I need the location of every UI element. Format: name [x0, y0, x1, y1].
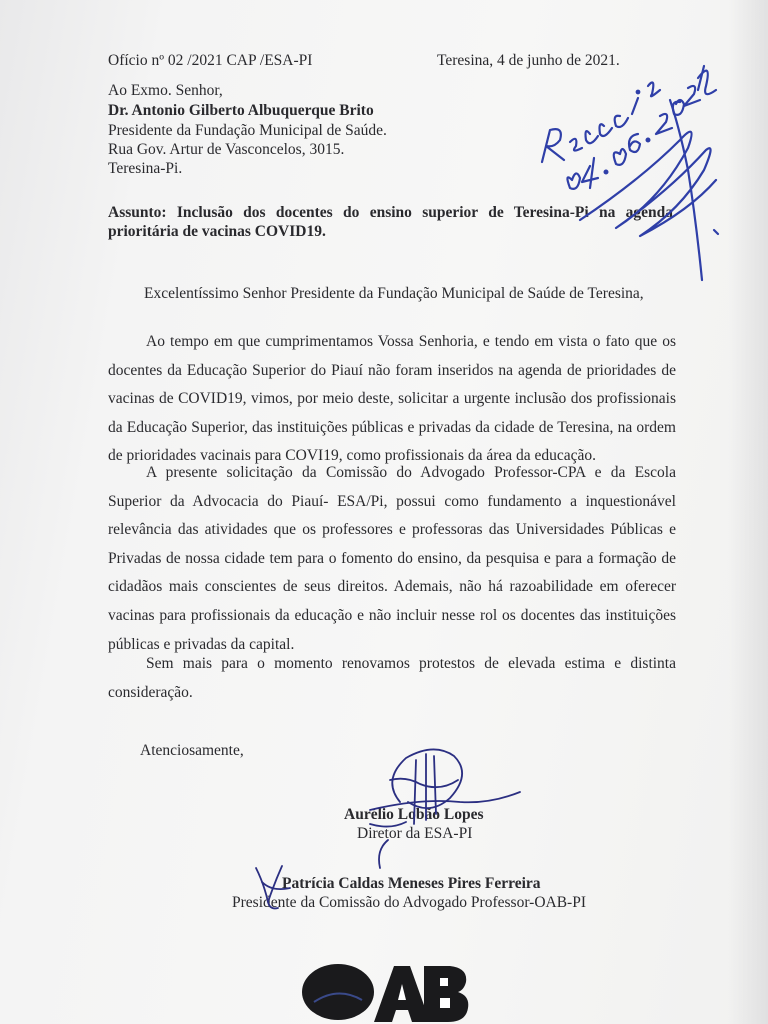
recipient-address: Rua Gov. Artur de Vasconcelos, 3015. [108, 141, 345, 158]
place-date: Teresina, 4 de junho de 2021. [437, 52, 620, 69]
recipient-role: Presidente da Fundação Municipal de Saúde. [108, 122, 387, 139]
page-edge-shadow [728, 0, 768, 1024]
greeting: Excelentíssimo Senhor Presidente da Fundação Municipal de Saúde de Teresina, [144, 285, 644, 302]
recipient-salutation: Ao Exmo. Senhor, [108, 82, 223, 99]
signature-aurelio [330, 740, 530, 880]
body-paragraph-1: Ao tempo em que cumprimentamos Vossa Senhoria, e tendo em vista o fato que os docentes da Educação Superior do Piauí não foram inseridos na agenda de prioridades de vacinas de COVID19, vimos, por meio deste, solicitar a urgente inclusão dos profissionais da Educação Superior, das instituições públicas e privadas da cidade de Teresina, na ordem de prioridades vacinais para COVI19, como profissionais da área da educação. [108, 333, 676, 465]
signatory-1-name: Aurélio Lobão Lopes [344, 806, 484, 823]
body-paragraph-2: A presente solicitação da Comissão do Advogado Professor-CPA e da Escola Superior da Advocacia do Piauí- ESA/Pi, possui como fundamento a inquestionável relevância das atividades que os professores e professoras das Universidades Públicas e Privadas de nossa cidade tem para o fomento do ensino, da pesquisa e para a formação de cidadãos mais conscientes de seus direitos. Ademais, não há razoabilidade em oferecer vacinas para profissionais da educação e não incluir nesse rol os docentes das instituições públicas e privadas da capital. [108, 464, 676, 653]
body-paragraph-3: Sem mais para o momento renovamos protestos de elevada estima e distinta consideração. [108, 655, 676, 701]
signatory-1-title: Diretor da ESA-PI [357, 825, 473, 842]
closing: Atenciosamente, [140, 742, 244, 759]
letter-reference: Ofício nº 02 /2021 CAP /ESA-PI [108, 52, 313, 69]
handwritten-receipt-note [520, 30, 730, 290]
signatory-2-title: Presidente da Comissão do Advogado Professor-OAB-PI [232, 894, 587, 911]
oab-logo [300, 958, 470, 1024]
recipient-name: Dr. Antonio Gilberto Albuquerque Brito [108, 102, 374, 119]
recipient-city: Teresina-Pi. [108, 160, 183, 177]
subject-line-2: prioritária de vacinas COVID19. [108, 223, 326, 240]
signatory-2-name: Patrícia Caldas Meneses Pires Ferreira [282, 875, 541, 892]
subject-line-1: Assunto: Inclusão dos docentes do ensino superior de Teresina-Pi na agenda [108, 204, 673, 221]
signature-patricia [248, 862, 308, 916]
